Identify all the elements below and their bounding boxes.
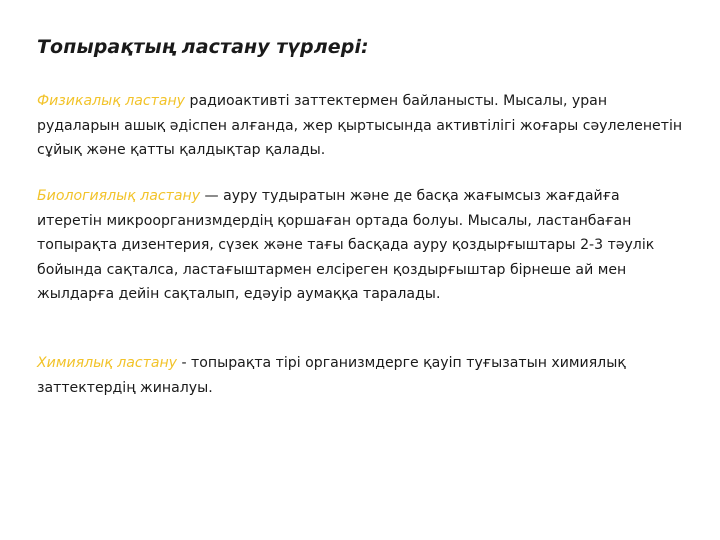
paragraph-text: радиоактивті заттектермен байланысты. Мысалы, уран рудаларын ашық әдіспен алғанда, жер қыртысында активтілігі жоғары сәулеленетін сұйық және қатты қалдықтар қалады. [37, 93, 683, 158]
term-chemical-pollution: Химиялық ластану [37, 355, 178, 371]
paragraph-biological-pollution [37, 184, 687, 307]
term-physical-pollution: Физикалық ластану [37, 93, 186, 109]
slide-title: Топырақтың ластану түрлері: [37, 36, 369, 58]
paragraph-text: — ауру тудыратын және де басқа жағымсыз жағдайға итеретін микроорганизмдердің қоршаған ортада болуы. Мысалы, ластанбаған топырақта дизентерия, сүзек және тағы басқада ауру қоздырғыштары 2-3 тәулік бойында сақталса, ластағыштармен елсіреген қоздырғыштар бірнеше ай мен жылдарға дейін сақталып, едәуір аумаққа таралады. [37, 188, 655, 302]
paragraph-chemical-pollution [37, 351, 687, 400]
paragraph-text: - топырақта тірі организмдерге қауіп туғызатын химиялық заттектердің жиналуы. [37, 355, 626, 396]
paragraph-physical-pollution [37, 89, 687, 163]
term-biological-pollution: Биологиялық ластану [37, 188, 201, 204]
